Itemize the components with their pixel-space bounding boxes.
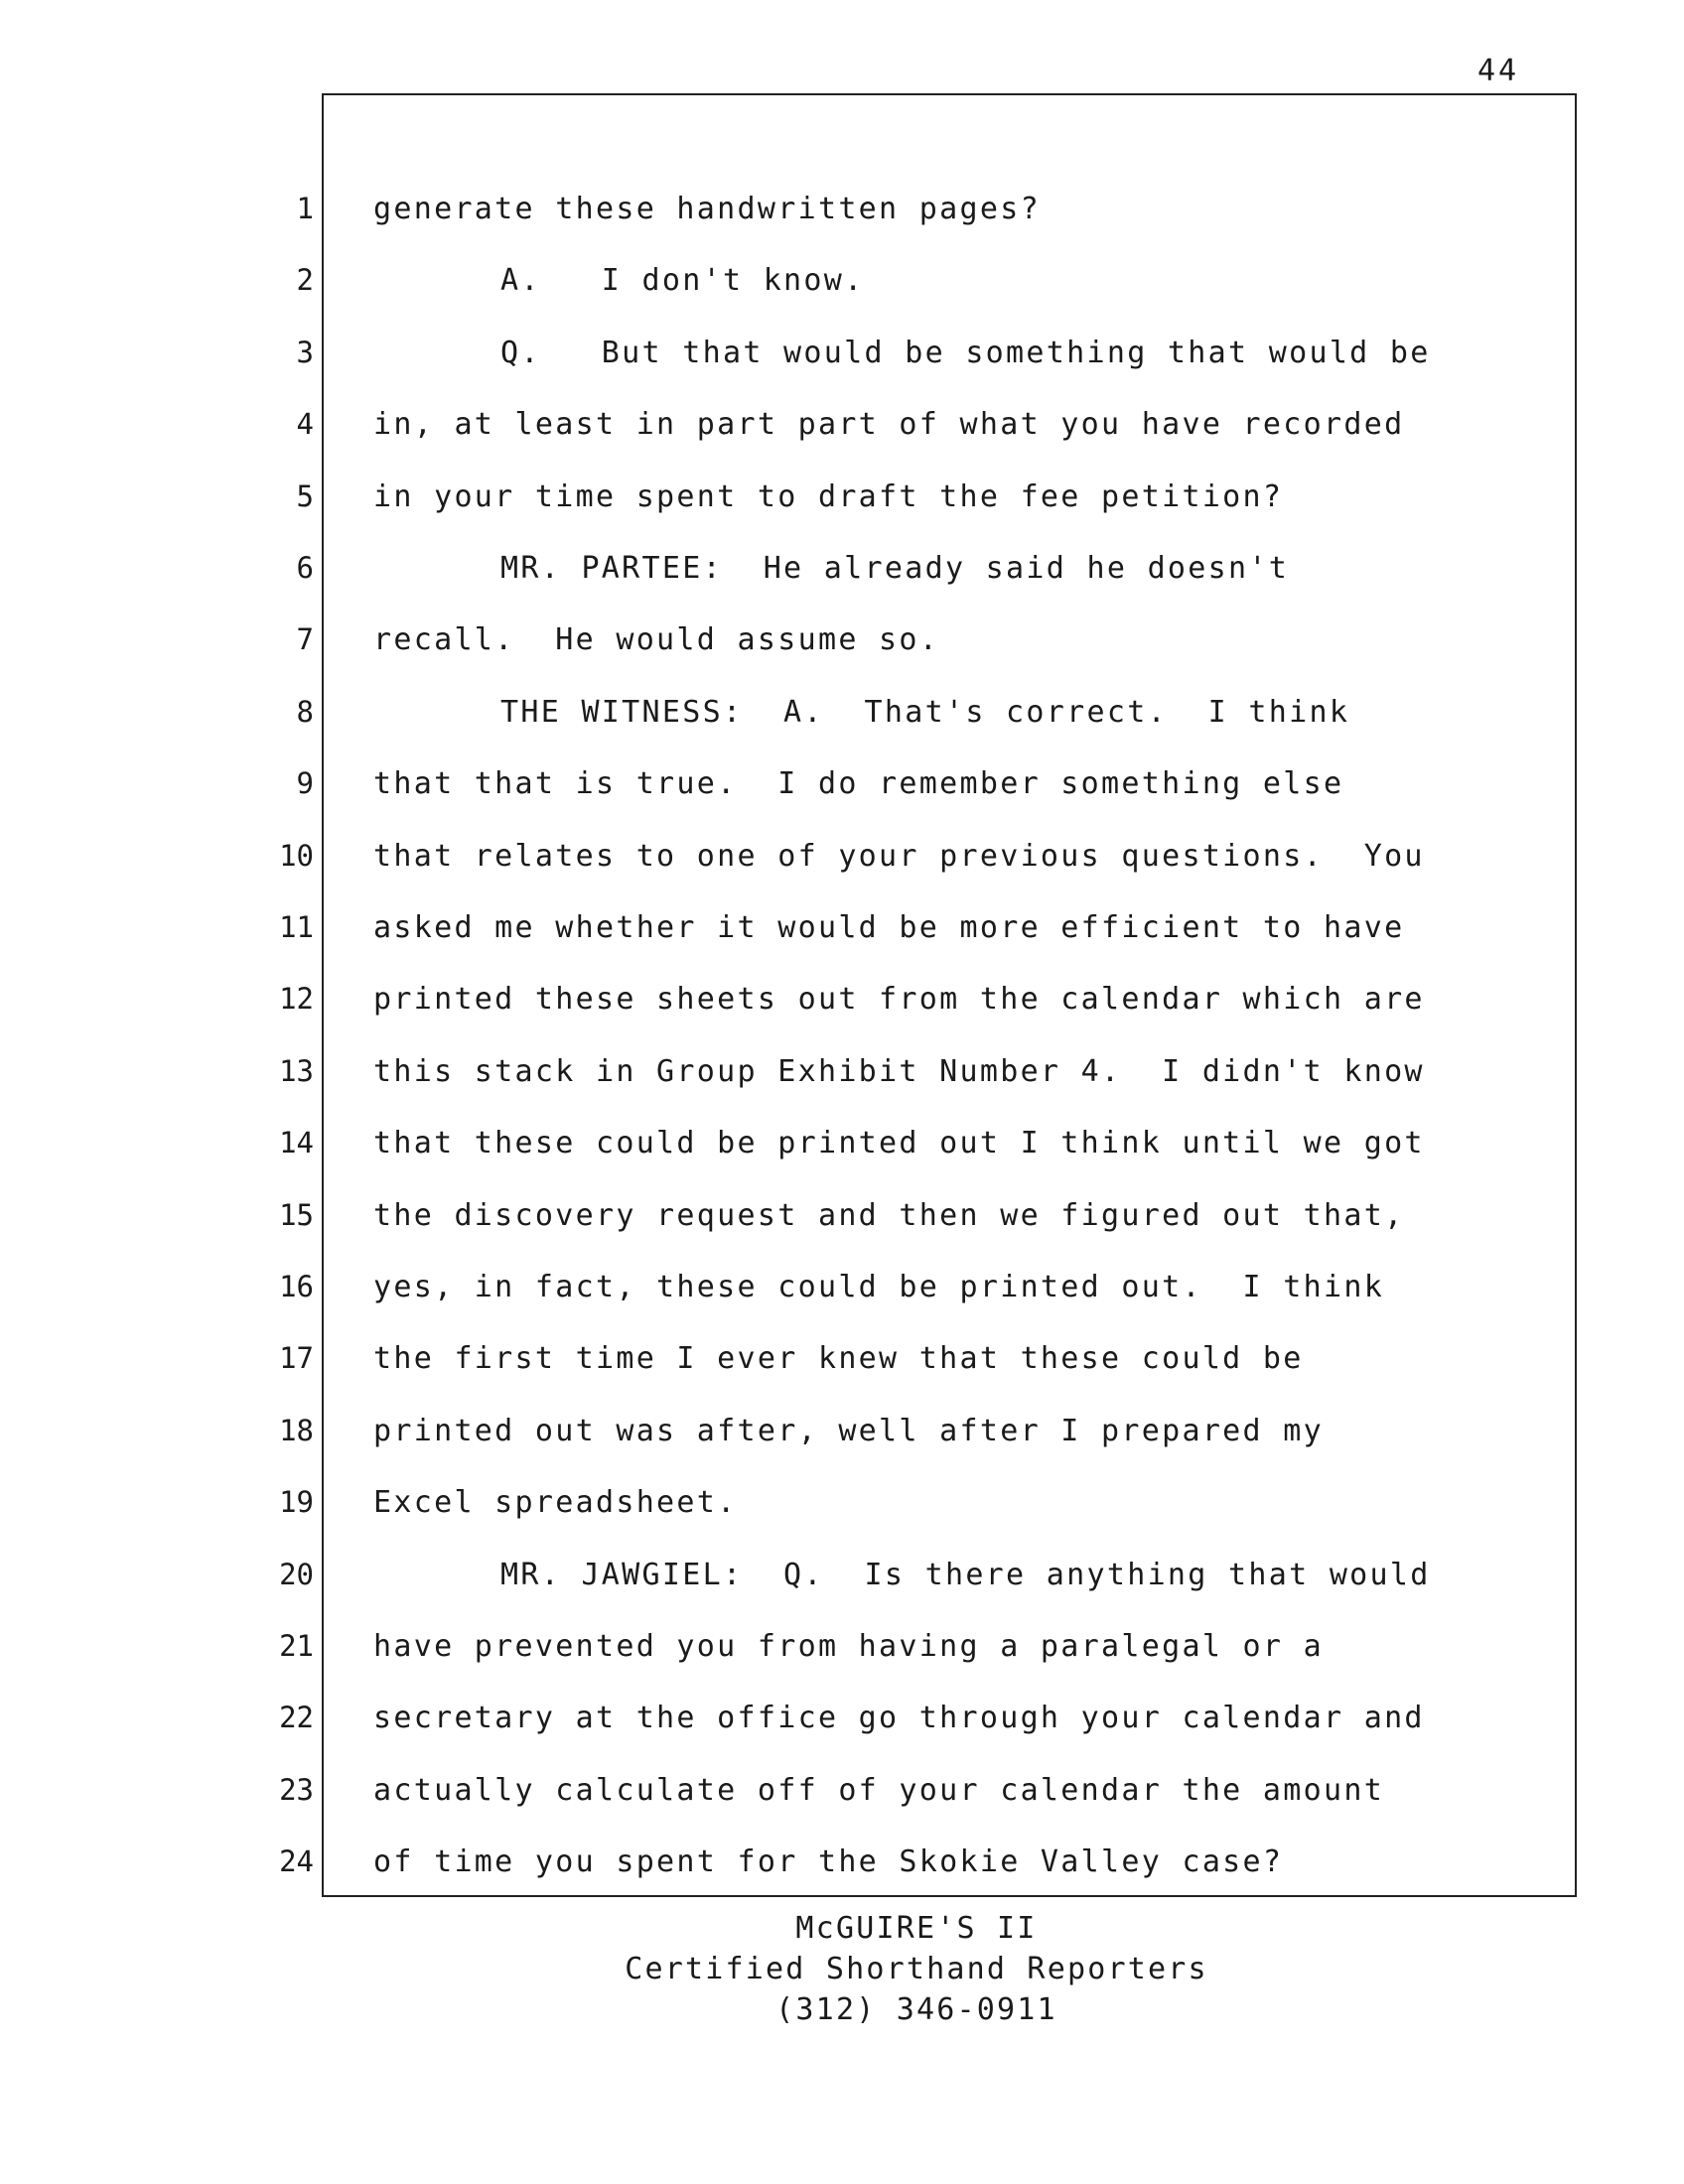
transcript-line: in, at least in part part of what you have recorded bbox=[373, 407, 1405, 442]
footer-company: McGUIRE'S II bbox=[795, 1911, 1038, 1946]
line-number: 17 bbox=[279, 1341, 314, 1375]
transcript-line: in your time spent to draft the fee petition? bbox=[373, 479, 1284, 514]
line-number: 6 bbox=[296, 551, 314, 585]
line-number: 22 bbox=[279, 1701, 314, 1734]
transcript-line: generate these handwritten pages? bbox=[373, 192, 1041, 226]
line-number: 20 bbox=[279, 1558, 314, 1591]
line-number: 10 bbox=[279, 839, 314, 873]
line-number: 19 bbox=[279, 1485, 314, 1519]
line-number: 12 bbox=[279, 982, 314, 1016]
footer-tagline: Certified Shorthand Reporters bbox=[625, 1952, 1208, 1986]
line-number: 5 bbox=[296, 479, 314, 513]
line-number: 21 bbox=[279, 1629, 314, 1663]
line-number: 3 bbox=[296, 336, 314, 369]
transcript-line: Excel spreadsheet. bbox=[373, 1485, 738, 1520]
transcript-line: MR. JAWGIEL: Q. Is there anything that would bbox=[500, 1558, 1431, 1592]
line-number: 8 bbox=[296, 695, 314, 729]
line-number: 4 bbox=[296, 407, 314, 441]
line-number: 9 bbox=[296, 766, 314, 800]
transcript-line: printed out was after, well after I prepared my bbox=[373, 1414, 1324, 1448]
line-number: 2 bbox=[296, 263, 314, 297]
transcript-line: that these could be printed out I think until we got bbox=[373, 1126, 1425, 1160]
line-number: 14 bbox=[279, 1126, 314, 1160]
transcript-line: THE WITNESS: A. That's correct. I think bbox=[500, 695, 1350, 730]
transcript-line: printed these sheets out from the calendar which are bbox=[373, 982, 1425, 1017]
line-number: 15 bbox=[279, 1198, 314, 1232]
transcript-line: the discovery request and then we figured out that, bbox=[373, 1198, 1405, 1233]
transcript-line: Q. But that would be something that would be bbox=[500, 336, 1431, 370]
transcript-line: this stack in Group Exhibit Number 4. I didn't know bbox=[373, 1054, 1425, 1089]
line-number: 11 bbox=[279, 910, 314, 944]
transcript-line: asked me whether it would be more efficient to have bbox=[373, 910, 1405, 945]
transcript-line: the first time I ever knew that these could be bbox=[373, 1341, 1304, 1376]
transcript-line: recall. He would assume so. bbox=[373, 622, 940, 657]
transcript-line: secretary at the office go through your calendar and bbox=[373, 1701, 1425, 1735]
page-number: 44 bbox=[1477, 54, 1520, 88]
line-number: 18 bbox=[279, 1414, 314, 1447]
line-number: 16 bbox=[279, 1270, 314, 1303]
line-number: 24 bbox=[279, 1844, 314, 1878]
transcript-line: of time you spent for the Skokie Valley case? bbox=[373, 1844, 1284, 1879]
transcript-line: A. I don't know. bbox=[500, 263, 865, 298]
transcript-line: actually calculate off of your calendar the amount bbox=[373, 1773, 1385, 1808]
transcript-line: yes, in fact, these could be printed out. I think bbox=[373, 1270, 1385, 1304]
line-number: 1 bbox=[296, 192, 314, 225]
line-number: 7 bbox=[296, 622, 314, 656]
reporter-footer bbox=[0, 1908, 1684, 2030]
footer-phone: (312) 346-0911 bbox=[775, 1992, 1057, 2027]
line-number: 13 bbox=[279, 1054, 314, 1088]
transcript-line: that that is true. I do remember something else bbox=[373, 766, 1344, 801]
line-number: 23 bbox=[279, 1773, 314, 1807]
transcript-line: MR. PARTEE: He already said he doesn't bbox=[500, 551, 1290, 586]
transcript-line: have prevented you from having a paralegal or a bbox=[373, 1629, 1324, 1664]
transcript-line: that relates to one of your previous questions. You bbox=[373, 839, 1425, 874]
